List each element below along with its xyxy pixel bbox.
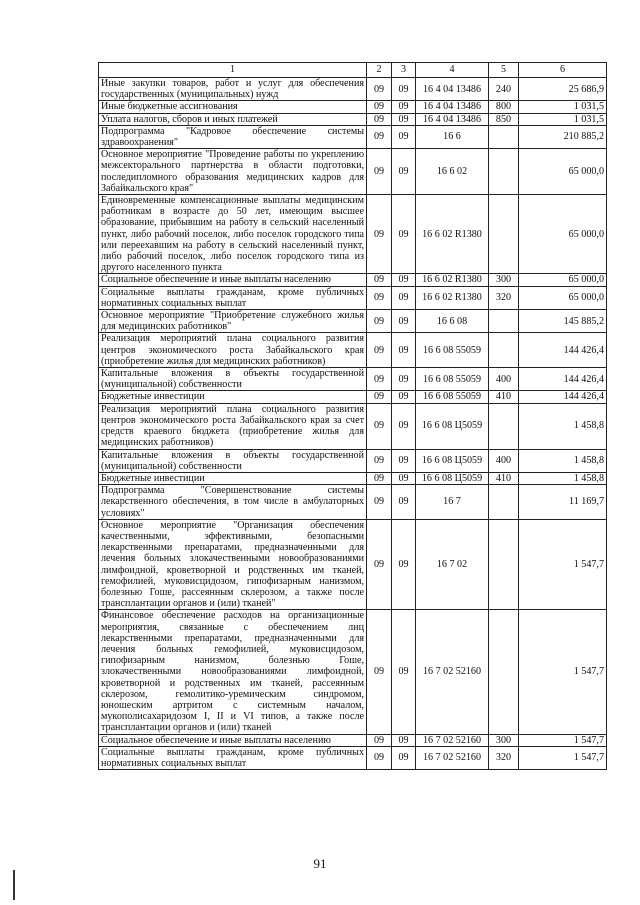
row-c3-cell: 09 [392,610,416,734]
binding-mark [13,870,15,900]
row-c6-cell: 25 686,9 [519,78,607,101]
row-name-cell: Социальные выплаты гражданам, кроме публичных нормативных социальных выплат [99,286,367,309]
row-c3-cell: 09 [392,746,416,769]
table-row [99,78,607,101]
row-c2-cell: 09 [367,610,392,734]
page-number: 91 [313,856,327,871]
row-c2-cell: 09 [367,449,392,472]
row-c5-cell: 400 [489,368,519,391]
row-c2-cell: 09 [367,485,392,520]
row-c5-cell: 320 [489,746,519,769]
row-c4-cell: 16 4 04 13486 [416,113,489,125]
table-row [99,274,607,286]
row-name-cell: Уплата налогов, сборов и иных платежей [99,113,367,125]
row-c5-cell [489,195,519,274]
row-c4-cell: 16 6 02 R1380 [416,195,489,274]
row-name-cell: Реализация мероприятий плана социального развития центров экономического роста Забайкальского края (приобретение жилья для медицинских работников) [99,333,367,368]
row-c5-cell [489,310,519,333]
row-c3-cell: 09 [392,472,416,484]
row-c2-cell: 09 [367,78,392,101]
row-c4-cell: 16 7 02 52160 [416,734,489,746]
table-row [99,472,607,484]
row-c5-cell: 410 [489,472,519,484]
row-c4-cell: 16 6 02 R1380 [416,286,489,309]
row-c6-cell: 1 547,7 [519,519,607,610]
row-c6-cell: 1 547,7 [519,610,607,734]
row-name-cell: Социальное обеспечение и иные выплаты населению [99,274,367,286]
row-c2-cell: 09 [367,368,392,391]
row-c2-cell: 09 [367,403,392,449]
row-c5-cell: 410 [489,391,519,403]
table-row [99,403,607,449]
table-row [99,310,607,333]
row-c3-cell: 09 [392,125,416,148]
row-c4-cell: 16 6 08 Ц5059 [416,403,489,449]
row-name-cell: Основное мероприятие "Организация обеспечения качественными, эффективными, безопасными лекарственными препаратами, предназначенными для лечения больных злокачественными новообразованиями лимфоидной, кроветворной и родственных им тканей, гемофилией, муковисцидозом, гипофизарным нанизмом, болезнью Гоше, рассеянным склерозом, а также после трансплантации органов и (или) тканей" [99,519,367,610]
row-name-cell: Капитальные вложения в объекты государственной (муниципальной) собственности [99,368,367,391]
row-c4-cell: 16 6 08 Ц5059 [416,472,489,484]
row-c5-cell: 400 [489,449,519,472]
row-c3-cell: 09 [392,734,416,746]
table-row [99,101,607,113]
row-c3-cell: 09 [392,113,416,125]
header-cell: 3 [392,63,416,78]
row-c4-cell: 16 6 08 Ц5059 [416,449,489,472]
row-c5-cell: 240 [489,78,519,101]
row-c6-cell: 210 885,2 [519,125,607,148]
header-cell: 5 [489,63,519,78]
row-c4-cell: 16 4 04 13486 [416,101,489,113]
row-c2-cell: 09 [367,113,392,125]
row-c3-cell: 09 [392,391,416,403]
table-row [99,449,607,472]
table-row [99,391,607,403]
row-c3-cell: 09 [392,310,416,333]
table-row [99,113,607,125]
table-row [99,195,607,274]
row-c4-cell: 16 4 04 13486 [416,78,489,101]
row-name-cell: Бюджетные инвестиции [99,391,367,403]
row-c2-cell: 09 [367,746,392,769]
row-c5-cell [489,125,519,148]
row-c5-cell [489,519,519,610]
row-c3-cell: 09 [392,449,416,472]
row-c5-cell: 300 [489,734,519,746]
row-c2-cell: 09 [367,310,392,333]
row-c4-cell: 16 6 08 [416,310,489,333]
row-c4-cell: 16 6 [416,125,489,148]
row-name-cell: Иные закупки товаров, работ и услуг для обеспечения государственных (муниципальных) нужд [99,78,367,101]
row-c3-cell: 09 [392,149,416,195]
row-c4-cell: 16 7 02 52160 [416,746,489,769]
row-c5-cell: 300 [489,274,519,286]
row-c6-cell: 1 031,5 [519,101,607,113]
row-c5-cell: 800 [489,101,519,113]
row-c4-cell: 16 7 02 [416,519,489,610]
row-c6-cell: 144 426,4 [519,333,607,368]
row-name-cell: Единовременные компенсационные выплаты медицинским работникам в возрасте до 50 лет, имеющим высшее образование, прибывшим на работу в сельский населенный пункт, либо рабочий поселок, либо поселок городского типа или переехавшим на работу в сельский населенный пункт, либо рабочий поселок, либо поселок городского типа из другого населенного пункта [99,195,367,274]
row-c6-cell: 1 458,8 [519,449,607,472]
row-c2-cell: 09 [367,101,392,113]
header-cell: 1 [99,63,367,78]
row-c6-cell: 144 426,4 [519,391,607,403]
row-name-cell: Основное мероприятие "Проведение работы по укреплению межсекторального партнерства в области подготовки, последипломного образования медицинских кадров для Забайкальского края" [99,149,367,195]
row-name-cell: Капитальные вложения в объекты государственной (муниципальной) собственности [99,449,367,472]
row-c3-cell: 09 [392,485,416,520]
row-c2-cell: 09 [367,286,392,309]
row-c4-cell: 16 7 02 52160 [416,610,489,734]
row-c5-cell [489,403,519,449]
row-c3-cell: 09 [392,101,416,113]
row-c2-cell: 09 [367,333,392,368]
table-row [99,746,607,769]
row-c2-cell: 09 [367,472,392,484]
row-c4-cell: 16 6 08 55059 [416,368,489,391]
table-body [99,78,607,770]
row-name-cell: Подпрограмма "Совершенствование системы лекарственного обеспечения, в том числе в амбулаторных условиях" [99,485,367,520]
header-cell: 2 [367,63,392,78]
row-name-cell: Социальные выплаты гражданам, кроме публичных нормативных социальных выплат [99,746,367,769]
row-c6-cell: 144 426,4 [519,368,607,391]
row-c4-cell: 16 6 08 55059 [416,391,489,403]
row-name-cell: Иные бюджетные ассигнования [99,101,367,113]
budget-table [98,62,607,770]
table-row [99,333,607,368]
row-c4-cell: 16 7 [416,485,489,520]
row-c2-cell: 09 [367,734,392,746]
header-row [99,63,607,78]
table-row [99,286,607,309]
table-row [99,368,607,391]
row-c6-cell: 1 547,7 [519,746,607,769]
row-c5-cell: 320 [489,286,519,309]
row-c6-cell: 145 885,2 [519,310,607,333]
row-c4-cell: 16 6 08 55059 [416,333,489,368]
row-c2-cell: 09 [367,391,392,403]
table-row [99,610,607,734]
row-c3-cell: 09 [392,403,416,449]
row-c5-cell [489,485,519,520]
table-row [99,734,607,746]
row-c3-cell: 09 [392,274,416,286]
row-name-cell: Основное мероприятие "Приобретение служебного жилья для медицинских работников" [99,310,367,333]
row-c6-cell: 65 000,0 [519,286,607,309]
row-c3-cell: 09 [392,286,416,309]
row-name-cell: Финансовое обеспечение расходов на организационные мероприятия, связанные с обеспечением лиц лекарственными препаратами, предназначенными для лечения больных гемофилией, муковисцидозом, гипофизарным нанизмом, болезнью Гоше, злокачественными новообразованиями лимфоидной, кроветворной и родственных им тканей, рассеянным склерозом, гемолитико-уремическим синдромом, юношеским артритом с системным началом, мукополисахаридозом I, II и VI типов, а также после трансплантации органов и (или) тканей [99,610,367,734]
row-c6-cell: 65 000,0 [519,195,607,274]
header-cell: 4 [416,63,489,78]
row-name-cell: Реализация мероприятий плана социального развития центров экономического роста Забайкальского края за счет средств краевого бюджета (приобретение жилья для медицинских работников) [99,403,367,449]
row-c6-cell: 65 000,0 [519,274,607,286]
row-c2-cell: 09 [367,149,392,195]
table-row [99,125,607,148]
row-c5-cell [489,333,519,368]
row-c2-cell: 09 [367,519,392,610]
row-c3-cell: 09 [392,78,416,101]
row-c4-cell: 16 6 02 R1380 [416,274,489,286]
row-name-cell: Социальное обеспечение и иные выплаты населению [99,734,367,746]
row-c6-cell: 11 169,7 [519,485,607,520]
row-c2-cell: 09 [367,125,392,148]
row-c6-cell: 1 547,7 [519,734,607,746]
row-c3-cell: 09 [392,333,416,368]
row-c6-cell: 65 000,0 [519,149,607,195]
row-c2-cell: 09 [367,274,392,286]
row-c6-cell: 1 458,8 [519,472,607,484]
row-name-cell: Подпрограмма "Кадровое обеспечение системы здравоохранения" [99,125,367,148]
row-c3-cell: 09 [392,519,416,610]
header-cell: 6 [519,63,607,78]
table-row [99,149,607,195]
row-c6-cell: 1 458,8 [519,403,607,449]
table-row [99,485,607,520]
row-c5-cell [489,149,519,195]
row-c6-cell: 1 031,5 [519,113,607,125]
row-c2-cell: 09 [367,195,392,274]
row-c3-cell: 09 [392,368,416,391]
table-row [99,519,607,610]
row-name-cell: Бюджетные инвестиции [99,472,367,484]
row-c4-cell: 16 6 02 [416,149,489,195]
row-c5-cell: 850 [489,113,519,125]
row-c3-cell: 09 [392,195,416,274]
row-c5-cell [489,610,519,734]
